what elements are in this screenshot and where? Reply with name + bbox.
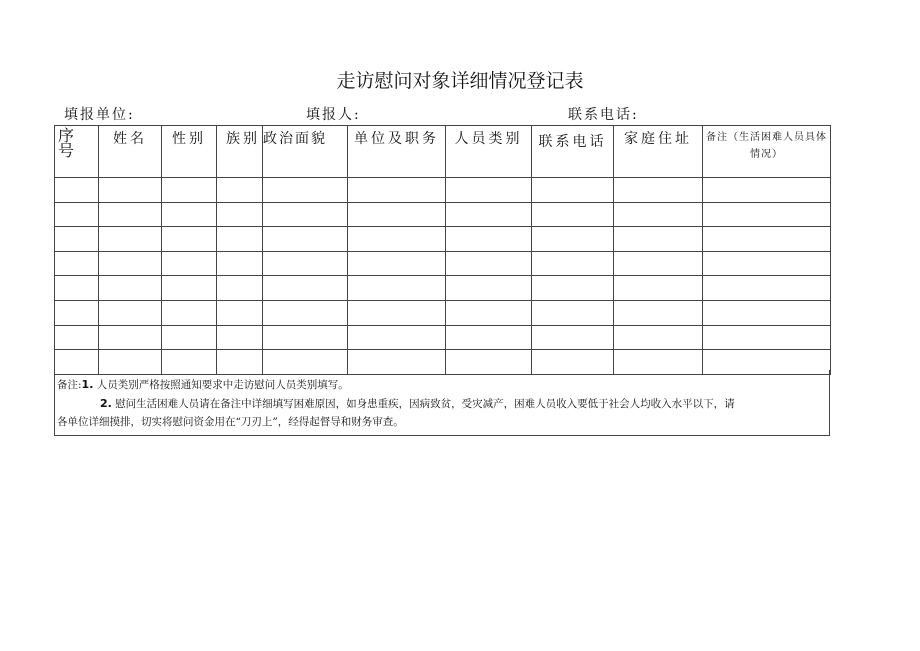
table-cell[interactable] — [263, 276, 348, 301]
table-cell[interactable] — [99, 178, 162, 203]
table-cell[interactable] — [614, 300, 703, 325]
table-cell[interactable] — [217, 202, 263, 227]
table-row — [55, 178, 831, 203]
note-line-3: 各单位详细摸排，切实将慰问资金用在“刀刃上”，经得起督导和财务审查。 — [57, 416, 404, 428]
table-cell[interactable] — [217, 325, 263, 350]
table-cell[interactable] — [55, 202, 99, 227]
table-cell[interactable] — [55, 300, 99, 325]
table-cell[interactable] — [99, 227, 162, 252]
table-cell[interactable] — [263, 300, 348, 325]
table-cell[interactable] — [703, 300, 831, 325]
note-text-2: 慰问生活困难人员请在备注中详细填写困难原因，如身患重疾，因病致贫，受灾减产，困难人员收入要低于社会人均收入水平以下，请 — [115, 398, 735, 410]
table-cell[interactable] — [446, 276, 532, 301]
table-cell[interactable] — [703, 202, 831, 227]
table-cell[interactable] — [217, 276, 263, 301]
table-cell[interactable] — [614, 227, 703, 252]
table-cell[interactable] — [614, 276, 703, 301]
note-line-2 — [100, 395, 828, 413]
table-cell[interactable] — [162, 202, 217, 227]
table-cell[interactable] — [532, 251, 614, 276]
table-row — [55, 202, 831, 227]
table-cell[interactable] — [532, 300, 614, 325]
table-cell[interactable] — [614, 251, 703, 276]
table-cell[interactable] — [55, 276, 99, 301]
table-cell[interactable] — [532, 178, 614, 203]
table-cell[interactable] — [348, 227, 446, 252]
note-number-2: 2. — [100, 397, 112, 410]
header-political-status: 政治面貌 — [263, 126, 348, 178]
table-row — [55, 325, 831, 350]
table-cell[interactable] — [348, 276, 446, 301]
table-cell[interactable] — [703, 227, 831, 252]
table-cell[interactable] — [348, 251, 446, 276]
table-cell[interactable] — [162, 227, 217, 252]
table-cell[interactable] — [217, 227, 263, 252]
note-text-1: 人员类别严格按照通知要求中走访慰问人员类别填写。 — [96, 379, 349, 391]
table-cell[interactable] — [532, 325, 614, 350]
table-cell[interactable] — [55, 325, 99, 350]
table-cell[interactable] — [99, 251, 162, 276]
table-cell[interactable] — [348, 202, 446, 227]
header-phone: 联系电话 — [532, 126, 614, 178]
contact-phone-label: 联系电话: — [568, 107, 639, 123]
table-row — [55, 276, 831, 301]
table-cell[interactable] — [446, 202, 532, 227]
table-cell[interactable] — [263, 202, 348, 227]
table-cell[interactable] — [614, 202, 703, 227]
header-category: 人员类别 — [446, 126, 532, 178]
table-cell[interactable] — [217, 251, 263, 276]
table-row — [55, 227, 831, 252]
table-cell[interactable] — [446, 251, 532, 276]
table-cell[interactable] — [532, 276, 614, 301]
table-cell[interactable] — [99, 276, 162, 301]
table-row — [55, 251, 831, 276]
table-cell[interactable] — [263, 227, 348, 252]
header-remarks: 备注（生活困难人员具体情况） — [703, 126, 831, 178]
table-cell[interactable] — [532, 227, 614, 252]
notes-box — [54, 370, 830, 436]
note-number-1: 1. — [81, 378, 94, 391]
table-cell[interactable] — [99, 325, 162, 350]
filler-label: 填报人: — [306, 107, 361, 123]
table-cell[interactable] — [217, 178, 263, 203]
table-cell[interactable] — [532, 202, 614, 227]
table-header-row — [55, 126, 831, 178]
table-cell[interactable] — [614, 178, 703, 203]
table-cell[interactable] — [55, 178, 99, 203]
note-prefix: 备注: — [57, 379, 82, 391]
table-cell[interactable] — [217, 300, 263, 325]
table-cell[interactable] — [348, 178, 446, 203]
fill-unit-label: 填报单位: — [64, 107, 135, 123]
header-address: 家庭住址 — [614, 126, 703, 178]
table-cell[interactable] — [703, 178, 831, 203]
header-seq: 序 号 — [55, 126, 99, 178]
header-gender: 性别 — [162, 126, 217, 178]
header-unit-position: 单位及职务 — [348, 126, 446, 178]
note-line-1 — [57, 376, 349, 394]
table-cell[interactable] — [99, 300, 162, 325]
table-cell[interactable] — [162, 251, 217, 276]
table-cell[interactable] — [446, 178, 532, 203]
table-cell[interactable] — [614, 325, 703, 350]
table-cell[interactable] — [348, 325, 446, 350]
table-cell[interactable] — [703, 276, 831, 301]
table-cell[interactable] — [446, 227, 532, 252]
table-cell[interactable] — [162, 178, 217, 203]
table-cell[interactable] — [162, 276, 217, 301]
form-title: 走访慰问对象详细情况登记表 — [336, 70, 584, 92]
table-cell[interactable] — [446, 325, 532, 350]
table-cell[interactable] — [446, 300, 532, 325]
table-cell[interactable] — [99, 202, 162, 227]
table-cell[interactable] — [162, 300, 217, 325]
header-name: 姓名 — [99, 126, 162, 178]
table-cell[interactable] — [162, 325, 217, 350]
table-cell[interactable] — [703, 251, 831, 276]
table-cell[interactable] — [263, 178, 348, 203]
table-cell[interactable] — [55, 251, 99, 276]
table-cell[interactable] — [55, 227, 99, 252]
table-cell[interactable] — [703, 325, 831, 350]
table-cell[interactable] — [263, 251, 348, 276]
header-ethnicity: 族别 — [217, 126, 263, 178]
table-cell[interactable] — [263, 325, 348, 350]
table-row — [55, 300, 831, 325]
table-cell[interactable] — [348, 300, 446, 325]
registration-table — [54, 125, 831, 375]
